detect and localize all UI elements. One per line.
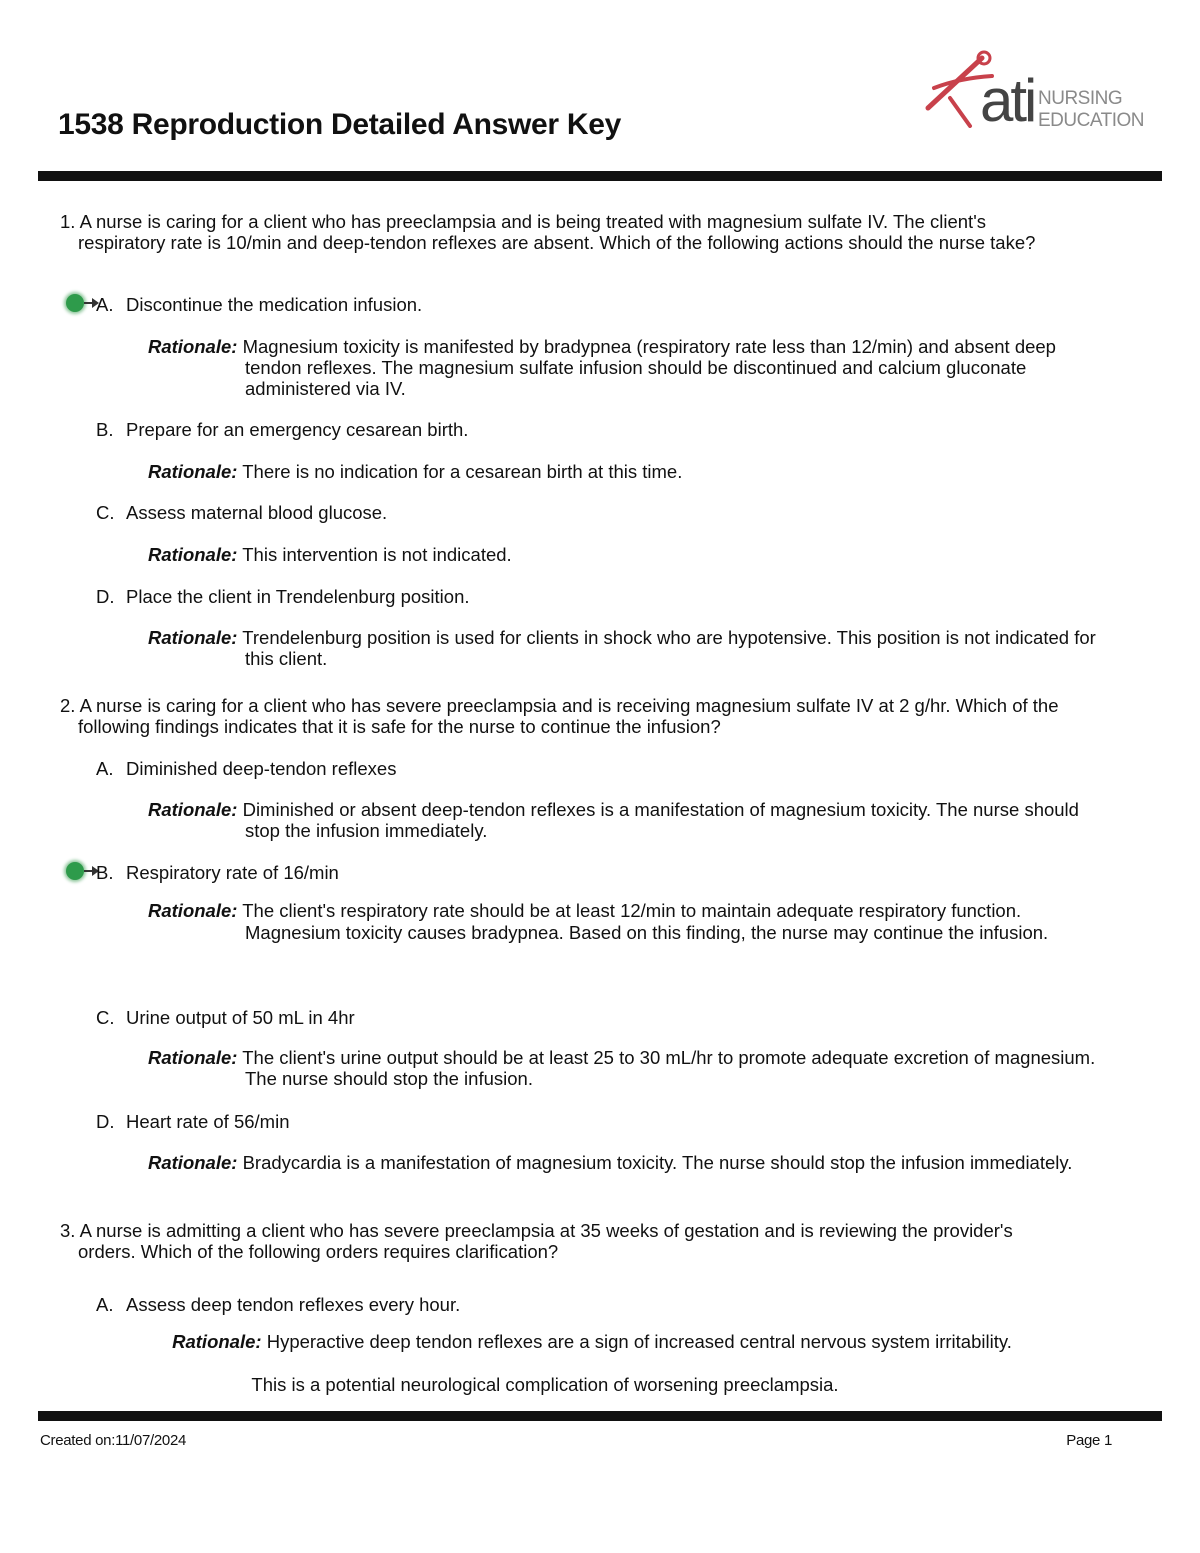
rationale-text: There is no indication for a cesarean birth at this time.: [242, 461, 683, 482]
option-2d: [96, 1111, 1096, 1132]
question-3: [60, 1220, 1070, 1262]
created-date: Created on:11/07/2024: [40, 1432, 187, 1449]
correct-answer-marker-icon: [62, 861, 100, 881]
rationale-text: This intervention is not indicated.: [242, 544, 512, 565]
rationale-3a: [152, 1331, 1032, 1352]
question-stem: A nurse is caring for a client who has preeclampsia and is being treated with magnesium sulfate IV. The client's respiratory rate is 10/min and deep-tendon reflexes are absent. Which of the following actions should the nurse take?: [78, 211, 1036, 253]
rationale-label: Rationale:: [148, 799, 238, 820]
option-letter: A.: [96, 1294, 114, 1315]
page-number: Page 1: [1066, 1432, 1112, 1449]
rationale-1a: [148, 336, 1098, 399]
question-number: 2.: [60, 695, 76, 716]
option-text: Discontinue the medication infusion.: [126, 294, 423, 315]
option-letter: B.: [96, 419, 114, 440]
option-letter: D.: [96, 586, 115, 607]
rationale-label: Rationale:: [148, 336, 238, 357]
rationale-label: Rationale:: [148, 900, 238, 921]
option-2c: [96, 1007, 1096, 1028]
rationale-2d: [148, 1152, 1098, 1173]
logo-line-2: EDUCATION: [1038, 110, 1144, 131]
option-1d: [96, 586, 1096, 607]
rationale-text: The client's urine output should be at least 25 to 30 mL/hr to promote adequate excretion of magnesium. The nurse should stop the infusion.: [242, 1047, 1096, 1089]
option-2a: [96, 758, 1096, 779]
rationale-3a-continued: [100, 1374, 990, 1395]
option-text: Respiratory rate of 16/min: [126, 862, 339, 883]
rationale-label: Rationale:: [148, 627, 238, 648]
option-letter: C.: [96, 502, 115, 523]
rationale-label: Rationale:: [148, 1047, 238, 1068]
rationale-first-text: The client's respiratory rate should be at least 12/min to maintain adequate respiratory function.: [242, 900, 1022, 921]
rationale-2b: [148, 900, 1098, 943]
option-text: Place the client in Trendelenburg position.: [126, 586, 470, 607]
option-letter: A.: [96, 758, 114, 779]
question-2: [60, 695, 1070, 737]
rationale-text: Magnesium toxicity causes bradypnea. Based on this finding, the nurse may continue the infusion.: [245, 922, 1049, 943]
question-stem: A nurse is caring for a client who has severe preeclampsia and is receiving magnesium sulfate IV at 2 g/hr. Which of the following findings indicates that it is safe for the nurse to continue the infusion?: [78, 695, 1059, 737]
footer-rule: [38, 1411, 1162, 1421]
rationale-1b: [148, 461, 1098, 482]
logo-ati-text: ati: [980, 67, 1035, 134]
header-rule: [38, 171, 1162, 181]
rationale-text: Bradycardia is a manifestation of magnesium toxicity. The nurse should stop the infusion immediately.: [242, 1152, 1073, 1173]
option-letter: C.: [96, 1007, 115, 1028]
rationale-first-text: Hyperactive deep tendon reflexes are a sign of increased central nervous system irritability.: [266, 1331, 1012, 1352]
option-1b: [96, 419, 1096, 440]
option-1a: [96, 294, 1096, 315]
option-text: Prepare for an emergency cesarean birth.: [126, 419, 469, 440]
option-3a: [96, 1294, 1096, 1315]
option-text: Urine output of 50 mL in 4hr: [126, 1007, 355, 1028]
question-text: [60, 211, 1070, 253]
rationale-1c: [148, 544, 1098, 565]
option-2b: [96, 862, 1096, 883]
rationale-1d: [148, 627, 1098, 669]
rationale-text: Trendelenburg position is used for clients in shock who are hypotensive. This position is not indicated for this client.: [242, 627, 1096, 669]
rationale-2a: [148, 799, 1098, 841]
correct-answer-marker-icon: [62, 293, 100, 313]
rationale-text: This is a potential neurological complication of worsening preeclampsia.: [251, 1374, 839, 1395]
rationale-label: Rationale:: [148, 461, 238, 482]
rationale-text: Diminished or absent deep-tendon reflexes is a manifestation of magnesium toxicity. The nurse should stop the infusion immediately.: [242, 799, 1079, 841]
option-text: Diminished deep-tendon reflexes: [126, 758, 397, 779]
question-stem: A nurse is admitting a client who has severe preeclampsia at 35 weeks of gestation and is reviewing the provider's orders. Which of the following orders requires clarification?: [78, 1220, 1013, 1262]
logo-line-1: NURSING: [1038, 88, 1123, 109]
question-text: [60, 1220, 1070, 1262]
rationale-label: Rationale:: [172, 1331, 262, 1352]
question-text: [60, 695, 1070, 737]
option-text: Assess deep tendon reflexes every hour.: [126, 1294, 461, 1315]
option-text: Heart rate of 56/min: [126, 1111, 290, 1132]
rationale-label: Rationale:: [148, 1152, 238, 1173]
rationale-2c: [148, 1047, 1098, 1089]
rationale-label: Rationale:: [148, 544, 238, 565]
option-text: Assess maternal blood glucose.: [126, 502, 388, 523]
option-1c: [96, 502, 1096, 523]
option-letter: A.: [96, 294, 114, 315]
option-letter: B.: [96, 862, 114, 883]
question-number: 1.: [60, 211, 76, 232]
ati-logo: [920, 48, 1144, 138]
option-letter: D.: [96, 1111, 115, 1132]
question-1: [60, 211, 1070, 253]
rationale-text: Magnesium toxicity is manifested by bradypnea (respiratory rate less than 12/min) and absent deep tendon reflexes. The magnesium sulfate infusion should be discontinued and calcium gluconate administered via IV.: [242, 336, 1056, 399]
question-number: 3.: [60, 1220, 76, 1241]
document-title: 1538 Reproduction Detailed Answer Key: [58, 108, 621, 141]
